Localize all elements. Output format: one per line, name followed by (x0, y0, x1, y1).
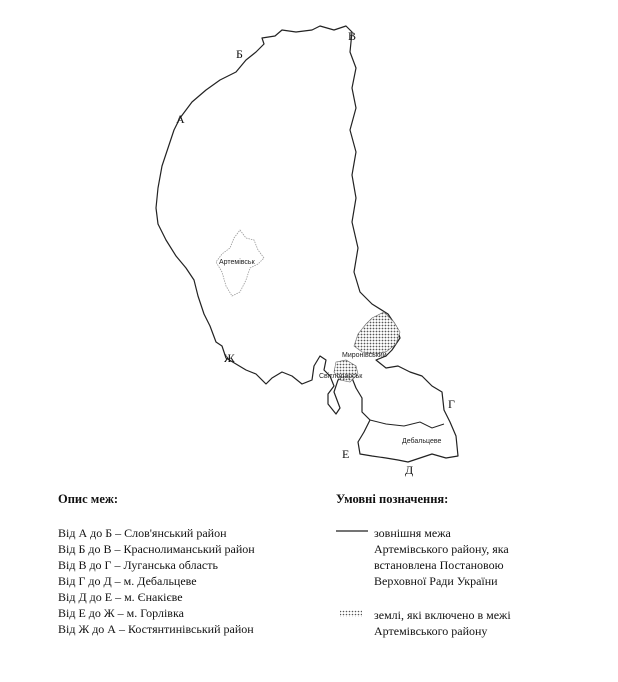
description-item: Від В до Г – Луганська область (58, 558, 218, 572)
legend-heading: Умовні позначення: (336, 492, 449, 506)
town-label-svitlodarsk: Світлодарськ (319, 373, 363, 380)
point-label-e: Е (342, 447, 350, 461)
town-label-debaltseve: Дебальцеве (402, 438, 442, 445)
town-label-myronivskyi: Миронівський (342, 352, 387, 359)
description-item: Від А до Б – Слов'янський район (58, 526, 227, 540)
description-heading: Опис меж: (58, 492, 119, 506)
description-item: Від Г до Д – м. Дебальцеве (58, 574, 197, 588)
town-label-artemivsk: Артемівськ (219, 259, 255, 266)
legend-item-included-lands (336, 607, 606, 639)
legend-boundary-line-4: Верховної Ради України (374, 574, 498, 588)
boundary-line-symbol (336, 525, 374, 541)
description-item: Від Ж до А – Костянтинівський район (58, 622, 254, 636)
legend-lands-line-1: землі, які включено в межі (374, 608, 511, 622)
point-label-a: А (176, 112, 185, 126)
description-item: Від Е до Ж – м. Горлівка (58, 606, 184, 620)
internal-boundary (370, 420, 444, 428)
description-item: Від Д до Е – м. Єнакієве (58, 590, 183, 604)
legend-boundary-line-2: Артемівського району, яка (374, 542, 509, 556)
boundary-description (58, 492, 328, 637)
point-label-g: Г (448, 397, 455, 411)
legend-boundary-line-3: встановлена Постановою (374, 558, 504, 572)
legend-boundary-line-1: зовнішня межа (374, 526, 451, 540)
legend-item-boundary (336, 525, 606, 589)
point-label-d: Д (405, 463, 414, 477)
legend-lands-line-2: Артемівського району (374, 624, 488, 638)
description-item: Від Б до В – Краснолиманський район (58, 542, 255, 556)
point-label-v: В (348, 29, 357, 43)
point-label-b: Б (236, 47, 243, 61)
point-label-zh: Ж (224, 351, 235, 365)
dotted-area-symbol (336, 607, 374, 623)
map-legend (336, 492, 606, 657)
district-boundary (156, 26, 458, 462)
